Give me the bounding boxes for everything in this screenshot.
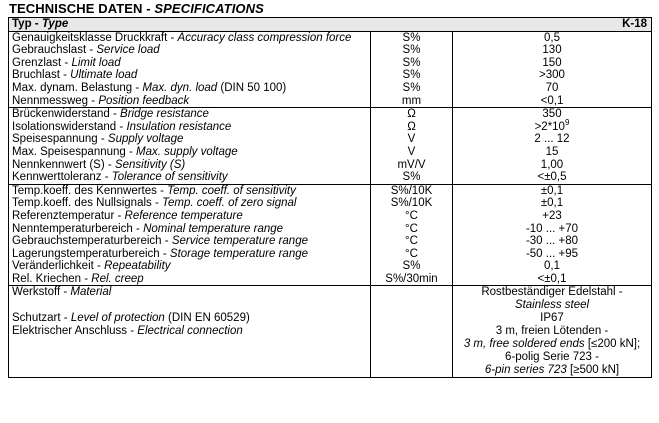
row-value: 1,00 — [453, 159, 652, 172]
row-value: $>2*10^9$ — [453, 121, 652, 134]
table-row — [9, 108, 652, 121]
row-value: 0,5 — [453, 31, 652, 44]
row-value: 150 — [453, 57, 652, 70]
table-row — [9, 223, 652, 236]
table-row — [9, 351, 652, 364]
table-row — [9, 82, 652, 95]
table-row — [9, 159, 652, 172]
row-value: 6-pin series 723 [≥500 kN] — [453, 364, 652, 378]
row-unit: Ω — [371, 108, 453, 121]
row-label: Genauigkeitsklasse Druckkraft - Accuracy class compression force — [9, 31, 371, 44]
row-label: Kennwerttoleranz - Tolerance of sensitivity — [9, 171, 371, 184]
row-label: Speisespannung - Supply voltage — [9, 133, 371, 146]
table-row — [9, 133, 652, 146]
row-value: Rostbeständiger Edelstahl - — [453, 286, 652, 300]
row-value: 6-polig Serie 723 - — [453, 351, 652, 364]
table-row — [9, 364, 652, 378]
table-row — [9, 248, 652, 261]
row-unit: S%/10K — [371, 184, 453, 197]
table-row — [9, 312, 652, 325]
row-label: Isolationswiderstand - Insulation resistance — [9, 121, 371, 134]
type-label: Typ - Type — [9, 18, 453, 32]
row-label: Nennkennwert (S) - Sensitivity (S) — [9, 159, 371, 172]
row-label: Referenztemperatur - Reference temperature — [9, 210, 371, 223]
model-label: K-18 — [453, 18, 652, 32]
row-unit: S%/10K — [371, 197, 453, 210]
table-row — [9, 95, 652, 108]
table-row — [9, 197, 652, 210]
row-unit: V — [371, 133, 453, 146]
row-value: 350 — [453, 108, 652, 121]
row-unit: V — [371, 146, 453, 159]
row-unit: °C — [371, 248, 453, 261]
row-unit: S% — [371, 57, 453, 70]
table-row — [9, 286, 652, 300]
row-value: <0,1 — [453, 95, 652, 108]
table-header-row — [9, 18, 652, 32]
row-label: Bruchlast - Ultimate load — [9, 69, 371, 82]
table-row — [9, 210, 652, 223]
row-value: >300 — [453, 69, 652, 82]
row-label: Gebrauchslast - Service load — [9, 44, 371, 57]
table-row — [9, 44, 652, 57]
row-value: <±0,1 — [453, 273, 652, 286]
row-value: Stainless steel — [453, 299, 652, 312]
row-label: Brückenwiderstand - Bridge resistance — [9, 108, 371, 121]
row-value: IP67 — [453, 312, 652, 325]
row-value: 3 m, freien Lötenden - — [453, 325, 652, 338]
row-label: Nennmessweg - Position feedback — [9, 95, 371, 108]
table-row — [9, 273, 652, 286]
table-row — [9, 121, 652, 134]
table-row — [9, 260, 652, 273]
table-row — [9, 325, 652, 338]
table-row — [9, 57, 652, 70]
table-row — [9, 235, 652, 248]
table-row — [9, 69, 652, 82]
row-value: -10 ... +70 — [453, 223, 652, 236]
row-label: Rel. Kriechen - Rel. creep — [9, 273, 371, 286]
row-value: +23 — [453, 210, 652, 223]
row-value: 130 — [453, 44, 652, 57]
page-title: TECHNISCHE DATEN - SPECIFICATIONS — [9, 1, 264, 16]
row-unit: S% — [371, 31, 453, 44]
row-label: Max. Speisespannung - Max. supply voltage — [9, 146, 371, 159]
row-unit: °C — [371, 235, 453, 248]
row-value: 70 — [453, 82, 652, 95]
table-row — [9, 338, 652, 351]
row-unit: mV/V — [371, 159, 453, 172]
table-row — [9, 146, 652, 159]
row-label: Temp.koeff. des Kennwertes - Temp. coeff. of sensitivity — [9, 184, 371, 197]
row-label: Lagerungstemperaturbereich - Storage temperature range — [9, 248, 371, 261]
row-unit: S%/30min — [371, 273, 453, 286]
row-unit: S% — [371, 69, 453, 82]
row-value: 15 — [453, 146, 652, 159]
row-unit: S% — [371, 171, 453, 184]
row-value: ±0,1 — [453, 184, 652, 197]
row-unit: S% — [371, 82, 453, 95]
row-label: Temp.koeff. des Nullsignals - Temp. coeff. of zero signal — [9, 197, 371, 210]
row-label: Grenzlast - Limit load — [9, 57, 371, 70]
row-unit: °C — [371, 210, 453, 223]
row-label: Nenntemperaturbereich - Nominal temperature range — [9, 223, 371, 236]
row-value: 2 ... 12 — [453, 133, 652, 146]
row-unit: S% — [371, 260, 453, 273]
row-label: Elektrischer Anschluss - Electrical connection — [9, 325, 371, 338]
row-value: <±0,5 — [453, 171, 652, 184]
row-value: 3 m, free soldered ends [≤200 kN]; — [453, 338, 652, 351]
table-row — [9, 299, 652, 312]
table-row — [9, 171, 652, 184]
row-label: Gebrauchstemperaturbereich - Service temperature range — [9, 235, 371, 248]
row-label: Werkstoff - Material — [9, 286, 371, 300]
row-unit: S% — [371, 44, 453, 57]
row-value: -50 ... +95 — [453, 248, 652, 261]
row-unit: mm — [371, 95, 453, 108]
row-value: ±0,1 — [453, 197, 652, 210]
row-unit: Ω — [371, 121, 453, 134]
row-value: -30 ... +80 — [453, 235, 652, 248]
spec-table — [8, 17, 652, 378]
table-row — [9, 31, 652, 44]
row-unit: °C — [371, 223, 453, 236]
row-label: Schutzart - Level of protection (DIN EN 60529) — [9, 312, 371, 325]
table-row — [9, 184, 652, 197]
row-label: Max. dynam. Belastung - Max. dyn. load (DIN 50 100) — [9, 82, 371, 95]
row-value: 0,1 — [453, 260, 652, 273]
row-label: Veränderlichkeit - Repeatability — [9, 260, 371, 273]
